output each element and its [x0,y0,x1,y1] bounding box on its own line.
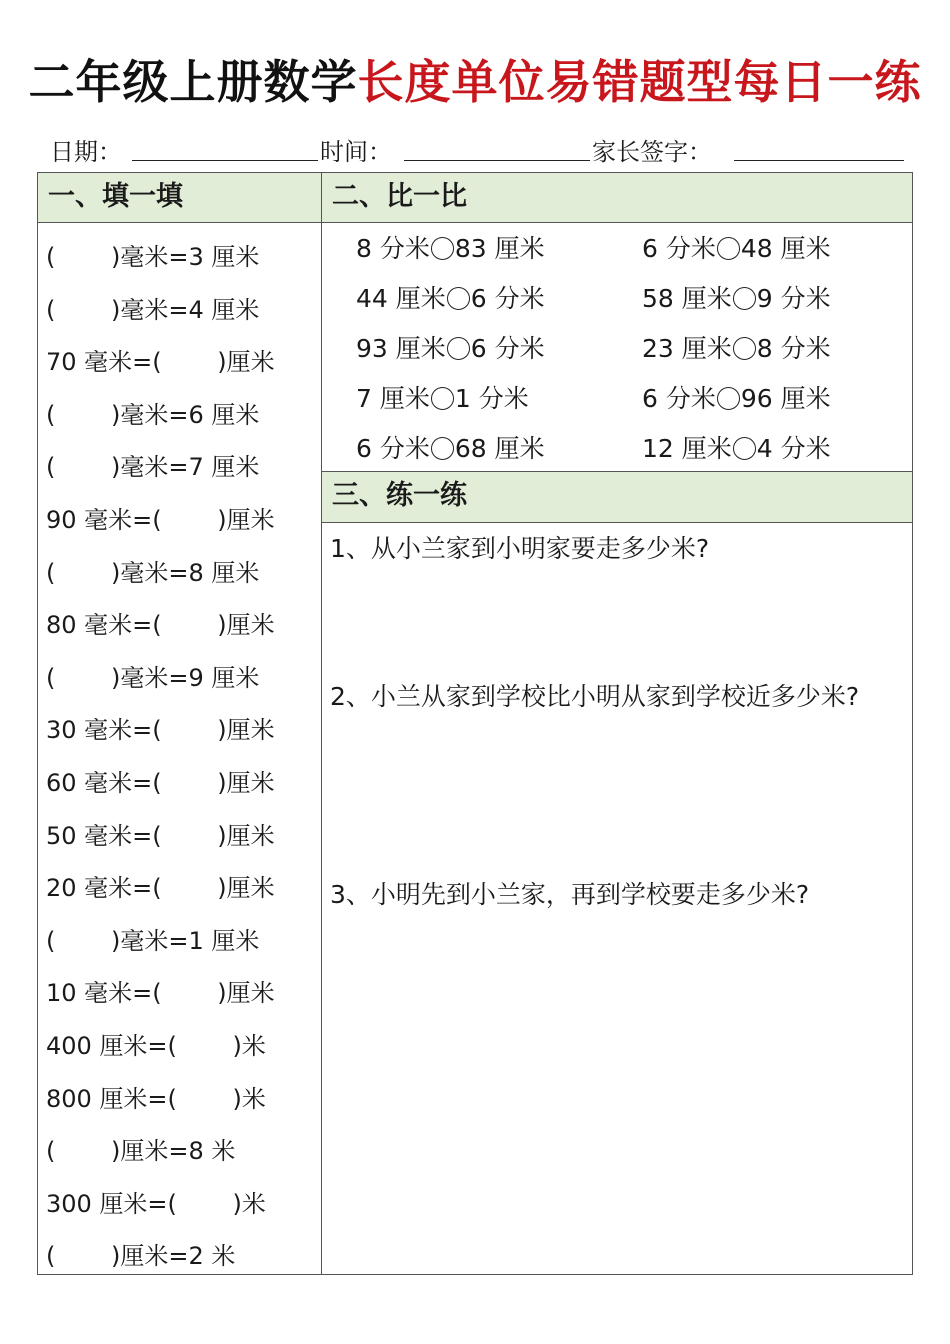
compare-left-value: 44 厘米 [356,284,446,313]
compare-right-value: 96 厘米 [740,384,831,413]
compare-item [642,324,831,374]
worksheet-table [37,172,913,1275]
compare-item [642,274,831,324]
fill-in-item: 10 毫米=( )厘米 [46,979,275,1008]
fill-in-item: ( )毫米=4 厘米 [46,295,260,324]
compare-circle-blank[interactable] [431,237,454,260]
fill-in-item: ( )毫米=6 厘米 [46,400,260,429]
fill-in-item: 300 厘米=( )米 [46,1189,266,1218]
question-3: 3、小明先到小兰家，再到学校要走多少米? [330,880,810,909]
compare-right-value: 68 厘米 [454,434,545,463]
compare-left-value: 6 分米 [356,434,430,463]
compare-right-value: 48 厘米 [740,234,831,263]
compare-circle-blank[interactable] [447,337,470,360]
fill-in-item: ( )毫米=1 厘米 [46,926,260,955]
section2-header: 二、比一比 [322,173,912,223]
compare-circle-blank[interactable] [733,287,756,310]
compare-list-left [356,224,545,474]
column-divider [321,173,322,1274]
fill-in-item: ( )毫米=3 厘米 [46,243,260,271]
fill-in-item: ( )毫米=8 厘米 [46,558,260,587]
time-field[interactable] [404,160,590,161]
compare-item [356,424,545,474]
compare-circle-blank[interactable] [733,437,756,460]
compare-right-value: 1 分米 [454,384,529,413]
fill-in-item: 90 毫米=( )厘米 [46,505,275,534]
fill-in-item: 400 厘米=( )米 [46,1031,266,1060]
compare-item [356,374,545,424]
fill-in-item: ( )厘米=2 米 [46,1242,236,1271]
fill-in-item: ( )毫米=7 厘米 [46,453,260,482]
fill-in-item: 70 毫米=( )厘米 [46,348,275,377]
parent-signature-label: 家长签字： [592,138,712,166]
compare-left-value: 23 厘米 [642,334,732,363]
compare-left-value: 93 厘米 [356,334,446,363]
time-label: 时间： [320,138,392,166]
fill-in-item: 60 毫米=( )厘米 [46,768,275,797]
fill-in-item: 30 毫米=( )厘米 [46,716,275,745]
title-grade: 二年级上册数学 [28,55,358,109]
fill-in-item: ( )厘米=8 米 [46,1137,236,1166]
compare-item [642,224,831,274]
compare-right-value: 6 分米 [470,284,545,313]
fill-in-list [46,231,318,1283]
compare-left-value: 6 分米 [642,234,716,263]
compare-left-value: 7 厘米 [356,384,430,413]
worksheet-title [0,50,950,114]
question-2: 2、小兰从家到学校比小明从家到学校近多少米? [330,682,860,711]
compare-list-right [642,224,831,474]
compare-left-value: 6 分米 [642,384,716,413]
compare-circle-blank[interactable] [733,337,756,360]
compare-circle-blank[interactable] [431,387,454,410]
fill-in-item: ( )毫米=9 厘米 [46,663,260,692]
section1-header: 一、填一填 [38,173,321,223]
compare-right-value: 83 厘米 [454,234,545,263]
compare-item [642,374,831,424]
compare-left-value: 12 厘米 [642,434,732,463]
compare-left-value: 58 厘米 [642,284,732,313]
fill-in-item: 800 厘米=( )米 [46,1084,266,1113]
compare-left-value: 8 分米 [356,234,430,263]
date-field[interactable] [132,160,318,161]
compare-right-value: 9 分米 [756,284,831,313]
date-label: 日期： [50,138,122,166]
compare-circle-blank[interactable] [431,437,454,460]
parent-signature-field[interactable] [734,160,904,161]
title-topic: 长度单位易错题型每日一练 [357,55,922,109]
compare-item [642,424,831,474]
section3-header: 三、练一练 [322,471,912,523]
fill-in-item: 80 毫米=( )厘米 [46,611,275,640]
compare-right-value: 6 分米 [470,334,545,363]
compare-item [356,224,545,274]
question-1: 1、从小兰家到小明家要走多少米? [330,534,710,563]
compare-item [356,274,545,324]
fill-in-item: 50 毫米=( )厘米 [46,821,275,850]
info-line [0,128,950,168]
compare-item [356,324,545,374]
compare-circle-blank[interactable] [717,387,740,410]
compare-right-value: 4 分米 [756,434,831,463]
compare-circle-blank[interactable] [447,287,470,310]
compare-circle-blank[interactable] [717,237,740,260]
compare-right-value: 8 分米 [756,334,831,363]
fill-in-item: 20 毫米=( )厘米 [46,874,275,903]
